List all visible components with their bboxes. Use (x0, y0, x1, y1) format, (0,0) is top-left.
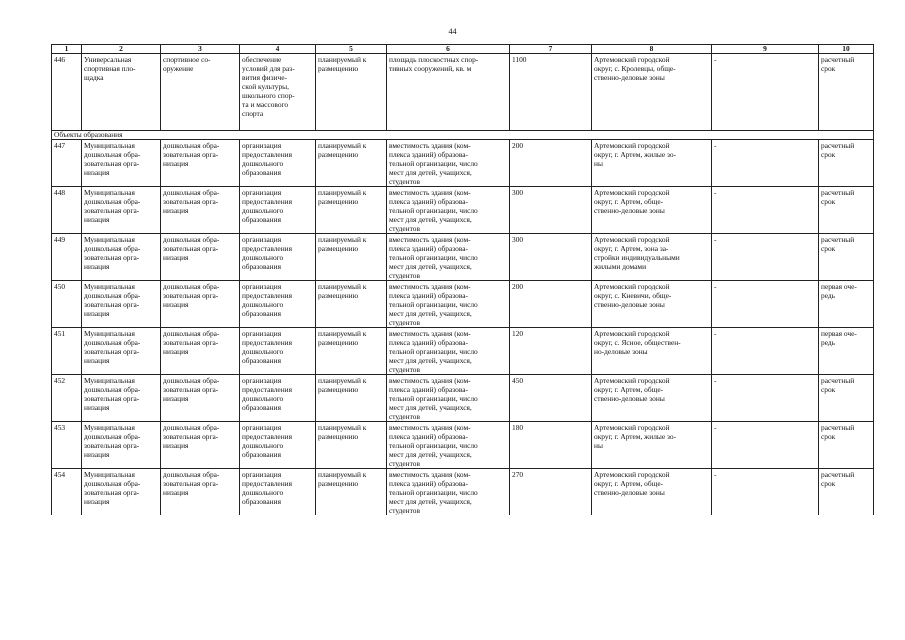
column-number: 8 (592, 45, 712, 54)
cell-status: планируемый к размещению (316, 54, 387, 131)
cell-num: 452 (52, 375, 82, 422)
cell-value: 300 (510, 187, 592, 234)
objects-table (51, 44, 874, 515)
cell-name: Муниципальная дошкольная обра- зовательная орга- низация (82, 281, 161, 328)
cell-kind: дошкольная обра- зовательная орга- низация (161, 422, 240, 469)
cell-term: расчетный срок (819, 234, 874, 281)
cell-purpose: организация предоставления дошкольного образования (240, 422, 316, 469)
cell-num: 448 (52, 187, 82, 234)
table-row (52, 281, 874, 328)
cell-col9: - (712, 328, 819, 375)
cell-term: расчетный срок (819, 422, 874, 469)
cell-name: Муниципальная дошкольная обра- зовательная орга- низация (82, 234, 161, 281)
cell-kind: дошкольная обра- зовательная орга- низация (161, 328, 240, 375)
cell-parameter: вместимость здания (ком- плекса зданий) образова- тельной организации, число мест для детей, учащихся, студентов (387, 140, 510, 187)
column-number: 2 (82, 45, 161, 54)
column-number-row (52, 45, 874, 54)
column-number: 6 (387, 45, 510, 54)
cell-name: Муниципальная дошкольная обра- зовательная орга- низация (82, 422, 161, 469)
cell-term: расчетный срок (819, 375, 874, 422)
cell-term: первая оче- редь (819, 328, 874, 375)
section-title: Объекты образования (52, 131, 874, 140)
cell-parameter: площадь плоскостных спор- тивных сооружений, кв. м (387, 54, 510, 131)
cell-location: Артемовский городской округ, г. Артем, жилые зо- ны (592, 140, 712, 187)
cell-term: расчетный срок (819, 469, 874, 516)
cell-status: планируемый к размещению (316, 328, 387, 375)
cell-kind: дошкольная обра- зовательная орга- низация (161, 234, 240, 281)
cell-term: расчетный срок (819, 140, 874, 187)
cell-location: Артемовский городской округ, с. Кролевцы, обще- ственно-деловые зоны (592, 54, 712, 131)
cell-term: первая оче- редь (819, 281, 874, 328)
cell-purpose: организация предоставления дошкольного образования (240, 234, 316, 281)
column-number: 10 (819, 45, 874, 54)
cell-parameter: вместимость здания (ком- плекса зданий) образова- тельной организации, число мест для детей, учащихся, студентов (387, 469, 510, 516)
cell-num: 453 (52, 422, 82, 469)
cell-kind: дошкольная обра- зовательная орга- низация (161, 375, 240, 422)
cell-name: Муниципальная дошкольная обра- зовательная орга- низация (82, 140, 161, 187)
cell-value: 120 (510, 328, 592, 375)
cell-purpose: организация предоставления дошкольного образования (240, 469, 316, 516)
cell-value: 450 (510, 375, 592, 422)
cell-parameter: вместимость здания (ком- плекса зданий) образова- тельной организации, число мест для детей, учащихся, студентов (387, 187, 510, 234)
table-row (52, 469, 874, 516)
table-row (52, 54, 874, 131)
cell-col9: - (712, 54, 819, 131)
cell-col9: - (712, 187, 819, 234)
cell-parameter: вместимость здания (ком- плекса зданий) образова- тельной организации, число мест для детей, учащихся, студентов (387, 281, 510, 328)
cell-status: планируемый к размещению (316, 234, 387, 281)
cell-location: Артемовский городской округ, с. Кневичи, обще- ственно-деловые зоны (592, 281, 712, 328)
cell-value: 1100 (510, 54, 592, 131)
cell-parameter: вместимость здания (ком- плекса зданий) образова- тельной организации, число мест для детей, учащихся, студентов (387, 375, 510, 422)
cell-value: 180 (510, 422, 592, 469)
cell-kind: дошкольная обра- зовательная орга- низация (161, 469, 240, 516)
cell-num: 449 (52, 234, 82, 281)
cell-purpose: организация предоставления дошкольного образования (240, 281, 316, 328)
cell-name: Муниципальная дошкольная обра- зовательная орга- низация (82, 375, 161, 422)
table-row (52, 422, 874, 469)
cell-col9: - (712, 375, 819, 422)
cell-location: Артемовский городской округ, с. Ясное, обществен- но-деловые зоны (592, 328, 712, 375)
cell-col9: - (712, 234, 819, 281)
cell-value: 200 (510, 140, 592, 187)
cell-location: Артемовский городской округ, г. Артем, обще- ственно-деловые зоны (592, 469, 712, 516)
cell-name: Универсальная спортивная пло- щадка (82, 54, 161, 131)
cell-parameter: вместимость здания (ком- плекса зданий) образова- тельной организации, число мест для детей, учащихся, студентов (387, 328, 510, 375)
cell-num: 447 (52, 140, 82, 187)
table-row (52, 328, 874, 375)
column-number: 7 (510, 45, 592, 54)
cell-purpose: организация предоставления дошкольного образования (240, 375, 316, 422)
cell-col9: - (712, 422, 819, 469)
cell-parameter: вместимость здания (ком- плекса зданий) образова- тельной организации, число мест для детей, учащихся, студентов (387, 234, 510, 281)
column-number: 4 (240, 45, 316, 54)
cell-location: Артемовский городской округ, г. Артем, жилые зо- ны (592, 422, 712, 469)
cell-parameter: вместимость здания (ком- плекса зданий) образова- тельной организации, число мест для детей, учащихся, студентов (387, 422, 510, 469)
cell-status: планируемый к размещению (316, 281, 387, 328)
cell-location: Артемовский городской округ, г. Артем, зона за- стройки индивидуальными жилыми домами (592, 234, 712, 281)
cell-kind: дошкольная обра- зовательная орга- низация (161, 140, 240, 187)
cell-num: 446 (52, 54, 82, 131)
cell-term: расчетный срок (819, 54, 874, 131)
cell-value: 300 (510, 234, 592, 281)
column-number: 3 (161, 45, 240, 54)
column-number: 1 (52, 45, 82, 54)
cell-status: планируемый к размещению (316, 375, 387, 422)
section-row (52, 131, 874, 140)
table-row (52, 234, 874, 281)
page-number: 44 (448, 27, 457, 36)
cell-status: планируемый к размещению (316, 187, 387, 234)
column-number: 9 (712, 45, 819, 54)
cell-kind: спортивное со- оружение (161, 54, 240, 131)
table-row (52, 375, 874, 422)
table-row (52, 187, 874, 234)
cell-name: Муниципальная дошкольная обра- зовательная орга- низация (82, 187, 161, 234)
cell-col9: - (712, 469, 819, 516)
cell-value: 270 (510, 469, 592, 516)
cell-term: расчетный срок (819, 187, 874, 234)
cell-purpose: организация предоставления дошкольного образования (240, 140, 316, 187)
cell-col9: - (712, 281, 819, 328)
cell-value: 200 (510, 281, 592, 328)
cell-num: 451 (52, 328, 82, 375)
cell-kind: дошкольная обра- зовательная орга- низация (161, 187, 240, 234)
cell-purpose: обеспечение условий для раз- вития физиче- ской культуры, школьного спор- та и массового спорта (240, 54, 316, 131)
cell-name: Муниципальная дошкольная обра- зовательная орга- низация (82, 469, 161, 516)
table-row (52, 140, 874, 187)
cell-num: 454 (52, 469, 82, 516)
column-number: 5 (316, 45, 387, 54)
cell-col9: - (712, 140, 819, 187)
cell-location: Артемовский городской округ, г. Артем, обще- ственно-деловые зоны (592, 375, 712, 422)
cell-status: планируемый к размещению (316, 140, 387, 187)
cell-purpose: организация предоставления дошкольного образования (240, 328, 316, 375)
cell-kind: дошкольная обра- зовательная орга- низация (161, 281, 240, 328)
cell-num: 450 (52, 281, 82, 328)
cell-purpose: организация предоставления дошкольного образования (240, 187, 316, 234)
cell-name: Муниципальная дошкольная обра- зовательная орга- низация (82, 328, 161, 375)
cell-status: планируемый к размещению (316, 422, 387, 469)
cell-location: Артемовский городской округ, г. Артем, обще- ственно-деловые зоны (592, 187, 712, 234)
cell-status: планируемый к размещению (316, 469, 387, 516)
